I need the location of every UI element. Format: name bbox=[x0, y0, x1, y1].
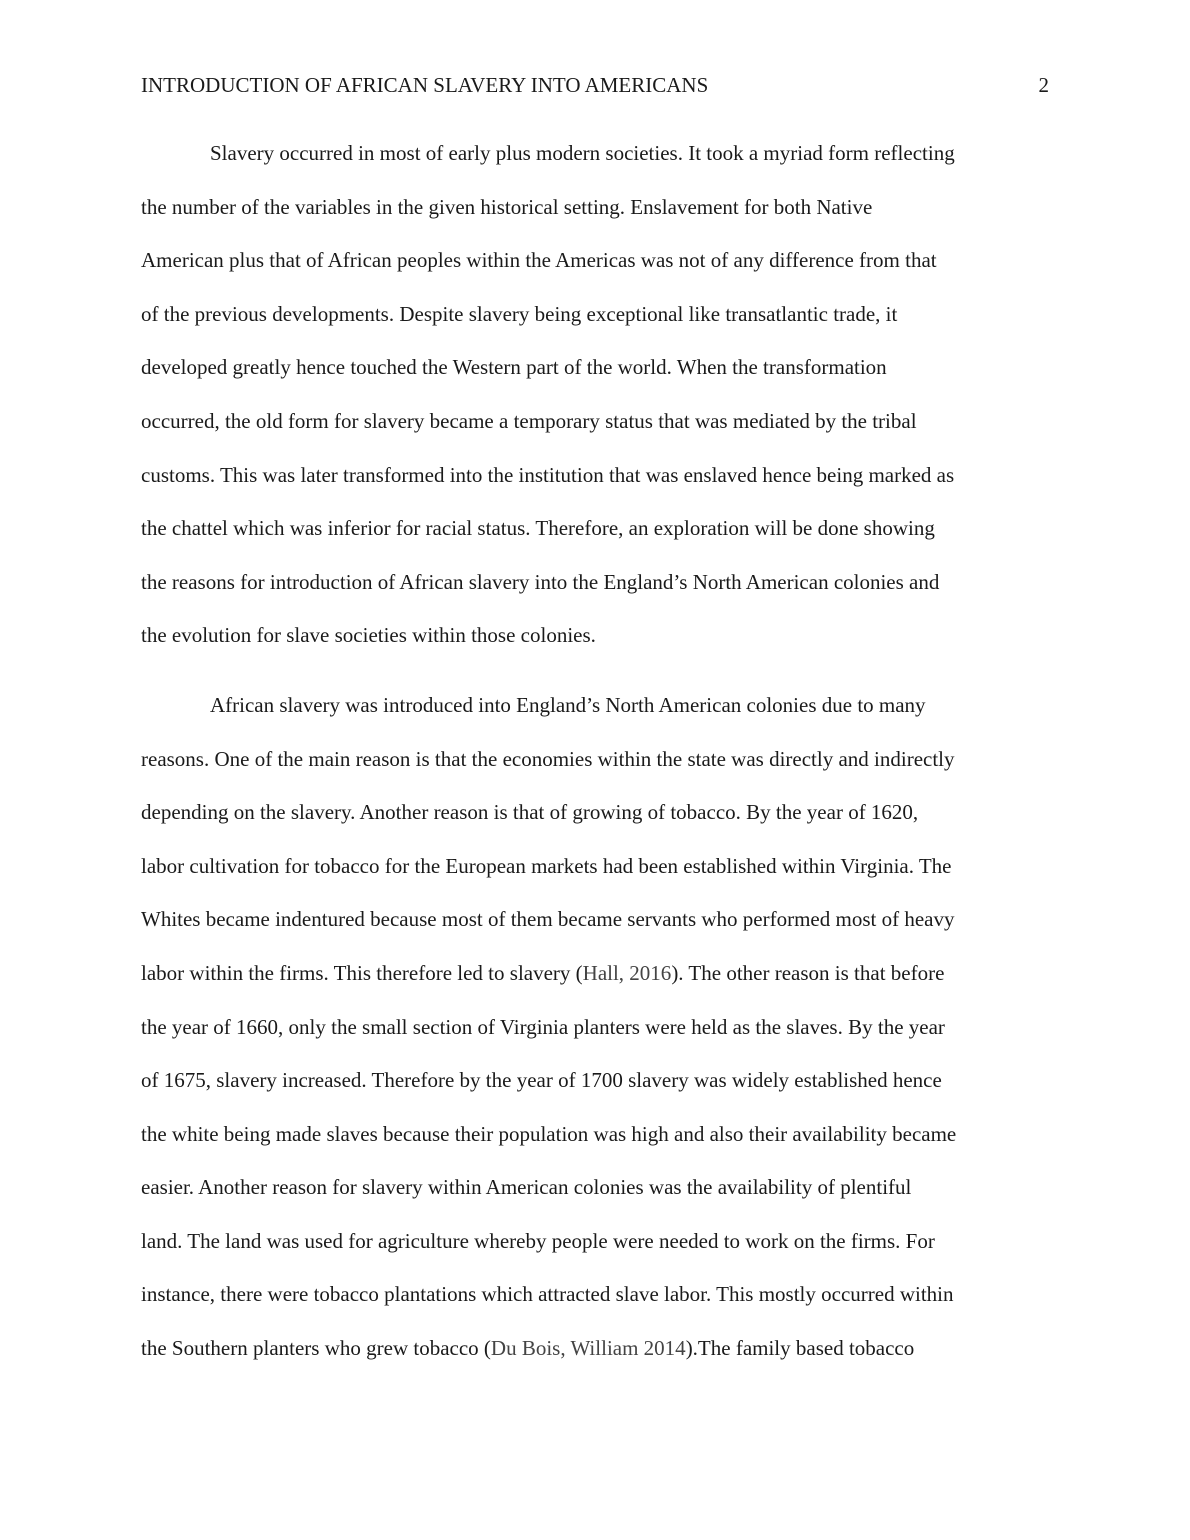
paragraph-line: the white being made slaves because their population was high and also their availability became bbox=[141, 1121, 957, 1146]
paragraph-line: depending on the slavery. Another reason is that of growing of tobacco. By the year of 1620, bbox=[141, 800, 919, 825]
paragraph-line: Slavery occurred in most of early plus modern societies. It took a myriad form reflecting bbox=[210, 141, 955, 165]
paragraph-line: American plus that of African peoples within the Americas was not of any difference from that bbox=[141, 248, 937, 273]
paragraph-line: instance, there were tobacco plantations which attracted slave labor. This mostly occurred within bbox=[141, 1282, 954, 1307]
paragraph-line: the evolution for slave societies within those colonies. bbox=[141, 623, 596, 648]
paragraph-line-with-citation bbox=[141, 947, 1051, 1001]
paragraph-line: the reasons for introduction of African slavery into the England’s North American colonies and bbox=[141, 569, 940, 594]
citation: Du Bois, William 2014 bbox=[490, 1336, 686, 1361]
paragraph-line-with-citation bbox=[141, 1322, 1051, 1376]
running-title: INTRODUCTION OF AFRICAN SLAVERY INTO AMERICANS bbox=[141, 73, 709, 97]
running-header bbox=[141, 70, 1049, 100]
paragraph-line: the year of 1660, only the small section of Virginia planters were held as the slaves. By the year bbox=[141, 1014, 945, 1039]
paragraph-line: easier. Another reason for slavery within American colonies was the availability of plentiful bbox=[141, 1175, 912, 1200]
paragraph-line: the number of the variables in the given historical setting. Enslavement for both Native bbox=[141, 194, 873, 219]
paragraph-line: occurred, the old form for slavery became a temporary status that was mediated by the tribal bbox=[141, 408, 917, 433]
line-text: the Southern planters who grew tobacco ( bbox=[141, 1336, 491, 1361]
paragraph-line: customs. This was later transformed into the institution that was enslaved hence being marked as bbox=[141, 462, 955, 487]
paragraph-line: land. The land was used for agriculture whereby people were needed to work on the firms. For bbox=[141, 1228, 935, 1253]
paragraph-2 bbox=[141, 679, 1051, 1376]
paragraph-line: the chattel which was inferior for racial status. Therefore, an exploration will be done showing bbox=[141, 516, 935, 541]
line-text: ).The family based tobacco bbox=[685, 1336, 915, 1361]
page-number: 2 bbox=[1038, 73, 1049, 97]
paragraph-line: of 1675, slavery increased. Therefore by the year of 1700 slavery was widely established hence bbox=[141, 1068, 942, 1093]
paragraph-line: African slavery was introduced into England’s North American colonies due to many bbox=[210, 692, 926, 717]
paragraph-line: of the previous developments. Despite slavery being exceptional like transatlantic trade, it bbox=[141, 301, 898, 326]
paragraph-line: Whites became indentured because most of them became servants who performed most of heavy bbox=[141, 907, 955, 932]
paragraph-line: developed greatly hence touched the Western part of the world. When the transformation bbox=[141, 355, 887, 380]
line-text: labor within the firms. This therefore led to slavery ( bbox=[141, 960, 583, 985]
citation: Hall, 2016 bbox=[582, 960, 672, 985]
paragraph-line: reasons. One of the main reason is that the economies within the state was directly and indirectly bbox=[141, 746, 955, 771]
document-body bbox=[141, 127, 1051, 1376]
paragraph-spacer bbox=[141, 663, 1051, 679]
paragraph-1 bbox=[141, 127, 1051, 663]
paragraph-line: labor cultivation for tobacco for the European markets had been established within Virginia. The bbox=[141, 853, 952, 878]
line-text: ). The other reason is that before bbox=[671, 960, 945, 985]
